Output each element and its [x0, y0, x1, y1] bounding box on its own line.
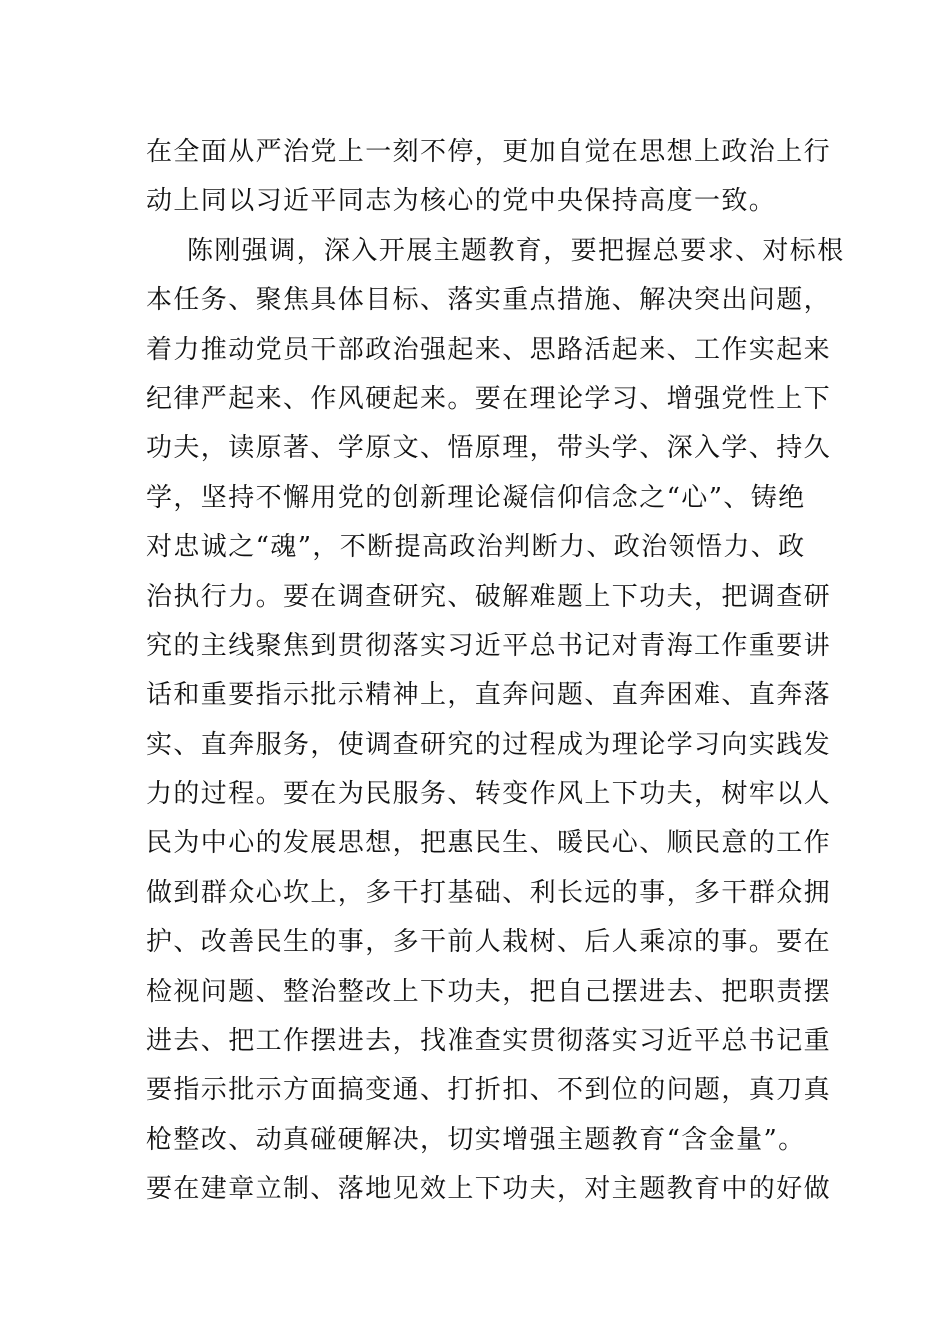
paragraph-start-line: 陈刚强调，深入开展主题教育，要把握总要求、对标根: [187, 235, 845, 266]
text-line-1: 在全面从严治党上一刻不停，更加自觉在思想上政治上行: [146, 137, 832, 167]
text-line-15: 民为中心的发展思想，把惠民生、暖民心、顺民意的工作: [146, 828, 832, 859]
text-line-10: 治执行力。要在调查研究、破解难题上下功夫，把调查研: [146, 581, 832, 612]
text-line-6: 纪律严起来、作风硬起来。要在理论学习、增强党性上下: [146, 383, 832, 414]
text-line-2: 动上同以习近平同志为核心的党中央保持高度一致。: [146, 186, 777, 217]
text-line-17: 护、改善民生的事，多干前人栽树、后人乘凉的事。要在: [146, 927, 832, 958]
text-line-16: 做到群众心坎上，多干打基础、利长远的事，多干群众拥: [146, 877, 832, 908]
text-line-19: 进去、把工作摆进去，找准查实贯彻落实习近平总书记重: [146, 1026, 832, 1057]
text-line-9: 对忠诚之“魂”，不断提高政治判断力、政治领悟力、政: [146, 532, 806, 563]
text-line-12: 话和重要指示批示精神上，直奔问题、直奔困难、直奔落: [146, 680, 832, 711]
article-body: [146, 128, 845, 1215]
text-line-7: 功夫，读原著、学原文、悟原理，带头学、深入学、持久: [146, 433, 832, 464]
text-line-8: 学，坚持不懈用党的创新理论凝信仰信念之“心”、铸绝: [146, 482, 806, 513]
text-line-22: 要在建章立制、落地见效上下功夫，对主题教育中的好做: [146, 1174, 832, 1205]
text-line-21: 枪整改、动真碰硬解决，切实增强主题教育“含金量”。: [146, 1124, 806, 1155]
text-line-14: 力的过程。要在为民服务、转变作风上下功夫，树牢以人: [146, 779, 832, 810]
text-line-18: 检视问题、整治整改上下功夫，把自己摆进去、把职责摆: [146, 976, 832, 1007]
text-line-20: 要指示批示方面搞变通、打折扣、不到位的问题，真刀真: [146, 1075, 832, 1106]
text-line-13: 实、直奔服务，使调查研究的过程成为理论学习向实践发: [146, 729, 832, 760]
text-line-4: 本任务、聚焦具体目标、落实重点措施、解决突出问题，: [146, 285, 832, 316]
text-line-5: 着力推动党员干部政治强起来、思路活起来、工作实起来: [146, 334, 832, 365]
text-line-11: 究的主线聚焦到贯彻落实习近平总书记对青海工作重要讲: [146, 630, 832, 661]
